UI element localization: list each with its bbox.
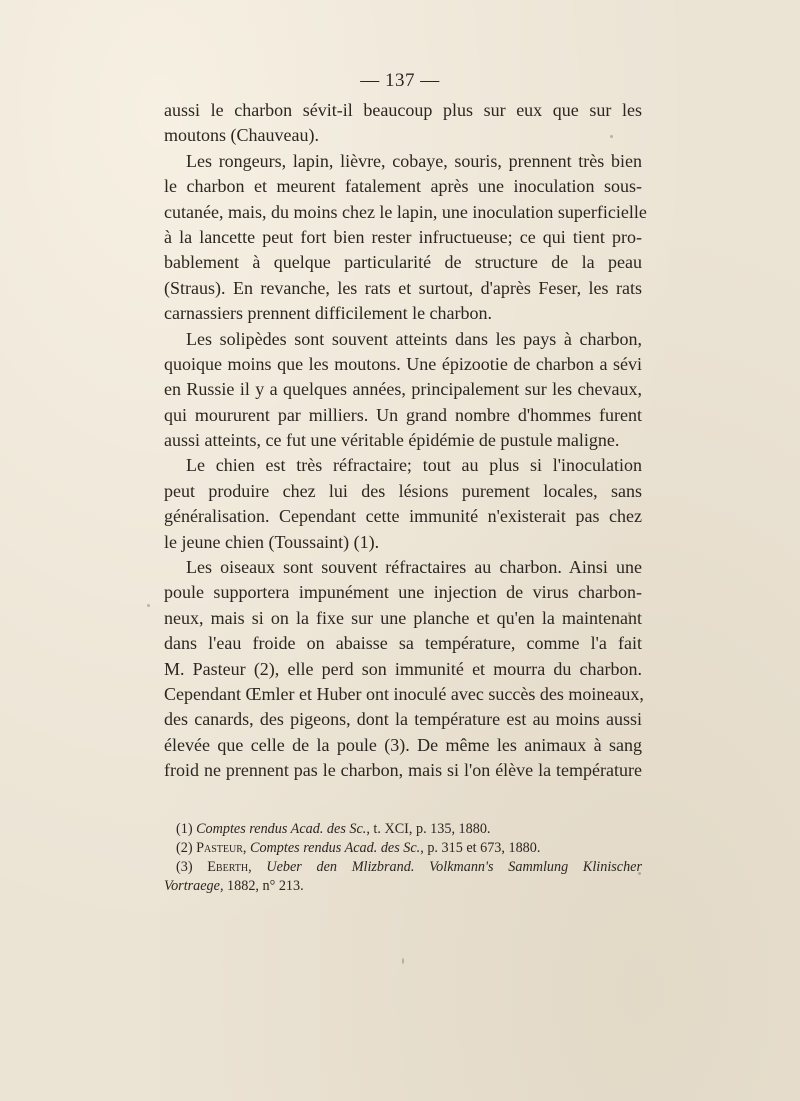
text-line: le jeune chien (Toussaint) (1). [164, 531, 380, 552]
text-line: aussi atteints, ce fut une véritable épidémie de pustule maligne. [164, 430, 620, 451]
footnote-details: , 1882, n° 213. [219, 878, 304, 894]
paper-speck [610, 135, 613, 138]
paper-speck [638, 872, 641, 875]
paper-speck [147, 604, 150, 607]
text-line: Les rongeurs, lapin, lièvre, cobaye, souris, prennent très bien [186, 150, 642, 171]
text-line: M. Pasteur (2), elle perd son immunité et mourra du charbon. [164, 658, 642, 679]
text-line: généralisation. Cependant cette immunité n'existerait pas chez [164, 506, 642, 527]
footnote-mark: (2) [176, 840, 193, 856]
text-line: moutons (Chauveau). [164, 125, 319, 146]
text-line: à la lancette peut fort bien rester infructueuse; ce qui tient pro- [164, 226, 642, 247]
text-line: poule supportera impunément une injection de virus charbon- [164, 582, 642, 603]
footnote-author: Pasteur, [196, 840, 247, 856]
footnote [164, 839, 642, 858]
text-line: des canards, des pigeons, dont la température est au moins aussi [164, 709, 642, 730]
paper-speck [628, 612, 631, 616]
body-text [164, 98, 647, 784]
text-line: qui moururent par milliers. Un grand nombre d'hommes furent [164, 404, 642, 425]
text-line: le charbon et meurent fatalement après une inoculation sous- [164, 176, 642, 197]
footnote [164, 877, 642, 896]
text-line: Cependant Œmler et Huber ont inoculé avec succès des moineaux, [164, 683, 644, 704]
text-line: Les solipèdes sont souvent atteints dans les pays à charbon, [186, 328, 642, 349]
text-line: peut produire chez lui des lésions purement locales, sans [164, 480, 642, 501]
footnote-title: Comptes rendus Acad. des Sc. [249, 840, 421, 856]
footnote-details: , t. XCI, p. 135, 1880. [366, 821, 491, 837]
paper-speck [402, 958, 404, 964]
footnote-author: Eberth, [207, 859, 252, 875]
text-line: aussi le charbon sévit-il beaucoup plus sur eux que sur les [164, 100, 642, 120]
footnote [164, 858, 642, 877]
footnote-title: Vortraege [164, 878, 220, 894]
text-line: quoique moins que les moutons. Une épizootie de charbon a sévi [164, 353, 642, 374]
footnotes [164, 820, 642, 896]
text-line: cutanée, mais, du moins chez le lapin, une inoculation superficielle [164, 201, 647, 222]
text-line: bablement à quelque particularité de structure de la peau [164, 252, 642, 273]
footnote-title: Comptes rendus Acad. des Sc. [196, 821, 367, 837]
text-line: neux, mais si on la fixe sur une planche et qu'en la maintenant [164, 607, 642, 628]
text-line: élevée que celle de la poule (3). De même les animaux à sang [164, 734, 642, 755]
footnote [164, 820, 642, 839]
footnote-title: Ueber den Mlizbrand. Volkmann's Sammlung Klinischer [266, 859, 642, 875]
page-number: — 137 — [360, 70, 440, 91]
text-line: dans l'eau froide on abaisse sa température, comme l'a fait [164, 633, 642, 654]
text-line: carnassiers prennent difficilement le charbon. [164, 303, 493, 324]
text-line: froid ne prennent pas le charbon, mais si l'on élève la température [164, 760, 642, 781]
text-line: Les oiseaux sont souvent réfractaires au charbon. Ainsi une [186, 557, 642, 578]
text-line: en Russie il y a quelques années, principalement sur les chevaux, [164, 379, 642, 400]
footnote-details: , p. 315 et 673, 1880. [420, 840, 541, 856]
footnote-mark: (3) [176, 859, 193, 875]
text-line: (Straus). En revanche, les rats et surtout, d'après Feser, les rats [164, 277, 642, 298]
text-line: Le chien est très réfractaire; tout au plus si l'inoculation [186, 455, 642, 476]
footnote-mark: (1) [176, 821, 193, 837]
